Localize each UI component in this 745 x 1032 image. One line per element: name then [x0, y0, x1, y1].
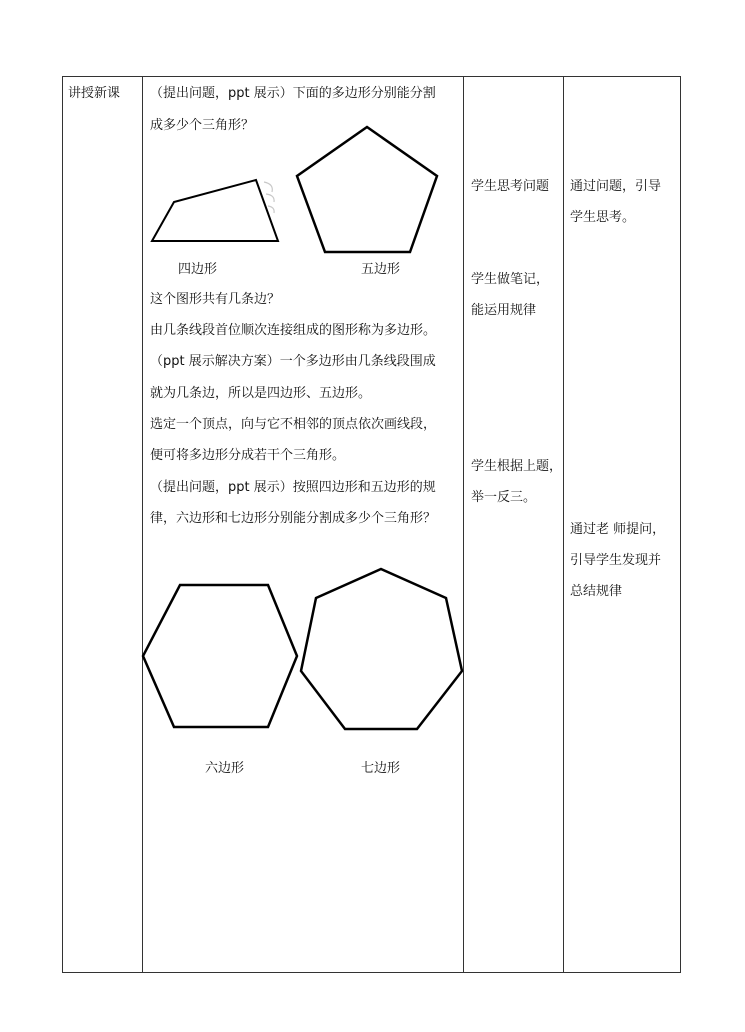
- question-1-line-1: （提出问题，ppt 展示）下面的多边形分别能分割: [150, 86, 436, 101]
- design-intent-2-line-3: 总结规律: [570, 584, 623, 599]
- student-activity-3-line-2: 举一反三。: [471, 490, 537, 505]
- heptagon-figure: [298, 565, 464, 733]
- paragraph-polygon-definition: 由几条线段首位顺次连接组成的图形称为多边形。: [150, 323, 437, 338]
- paragraph-vertex-line-2: 便可将多边形分成若干个三角形。: [150, 448, 346, 463]
- heptagon-label: 七边形: [361, 761, 401, 776]
- pentagon-figure: [290, 124, 446, 256]
- student-activity-1: 学生思考问题: [471, 179, 550, 194]
- paragraph-solution-line-2: 就为几条边，所以是四边形、五边形。: [150, 386, 372, 401]
- column-divider-2: [463, 76, 464, 973]
- quadrilateral-figure: [140, 168, 290, 250]
- design-intent-1-line-2: 学生思考。: [570, 210, 636, 225]
- question-2-line-2: 律，六边形和七边形分别能分割成多少个三角形？: [150, 511, 437, 526]
- hexagon-label: 六边形: [205, 761, 245, 776]
- question-2-line-1: （提出问题，ppt 展示）按照四边形和五边形的规: [150, 480, 436, 495]
- paragraph-solution-line-1: （ppt 展示解决方案）一个多边形由几条线段围成: [150, 354, 436, 369]
- question-1-line-2: 成多少个三角形？: [150, 118, 255, 133]
- hexagon-figure: [140, 582, 302, 730]
- pentagon-label: 五边形: [361, 262, 401, 277]
- student-activity-2-line-2: 能运用规律: [471, 303, 537, 318]
- paragraph-vertex-line-1: 选定一个顶点，向与它不相邻的顶点依次画线段，: [150, 417, 437, 432]
- paragraph-edges-question: 这个图形共有几条边？: [150, 292, 281, 307]
- design-intent-1-line-1: 通过问题，引导: [570, 179, 662, 194]
- section-label: 讲授新课: [68, 86, 121, 101]
- student-activity-2-line-1: 学生做笔记，: [471, 272, 550, 287]
- design-intent-2-line-1: 通过老 师提问，: [570, 522, 666, 537]
- quadrilateral-label: 四边形: [178, 262, 218, 277]
- column-divider-3: [563, 76, 564, 973]
- design-intent-2-line-2: 引导学生发现并: [570, 553, 662, 568]
- student-activity-3-line-1: 学生根据上题，: [471, 459, 563, 474]
